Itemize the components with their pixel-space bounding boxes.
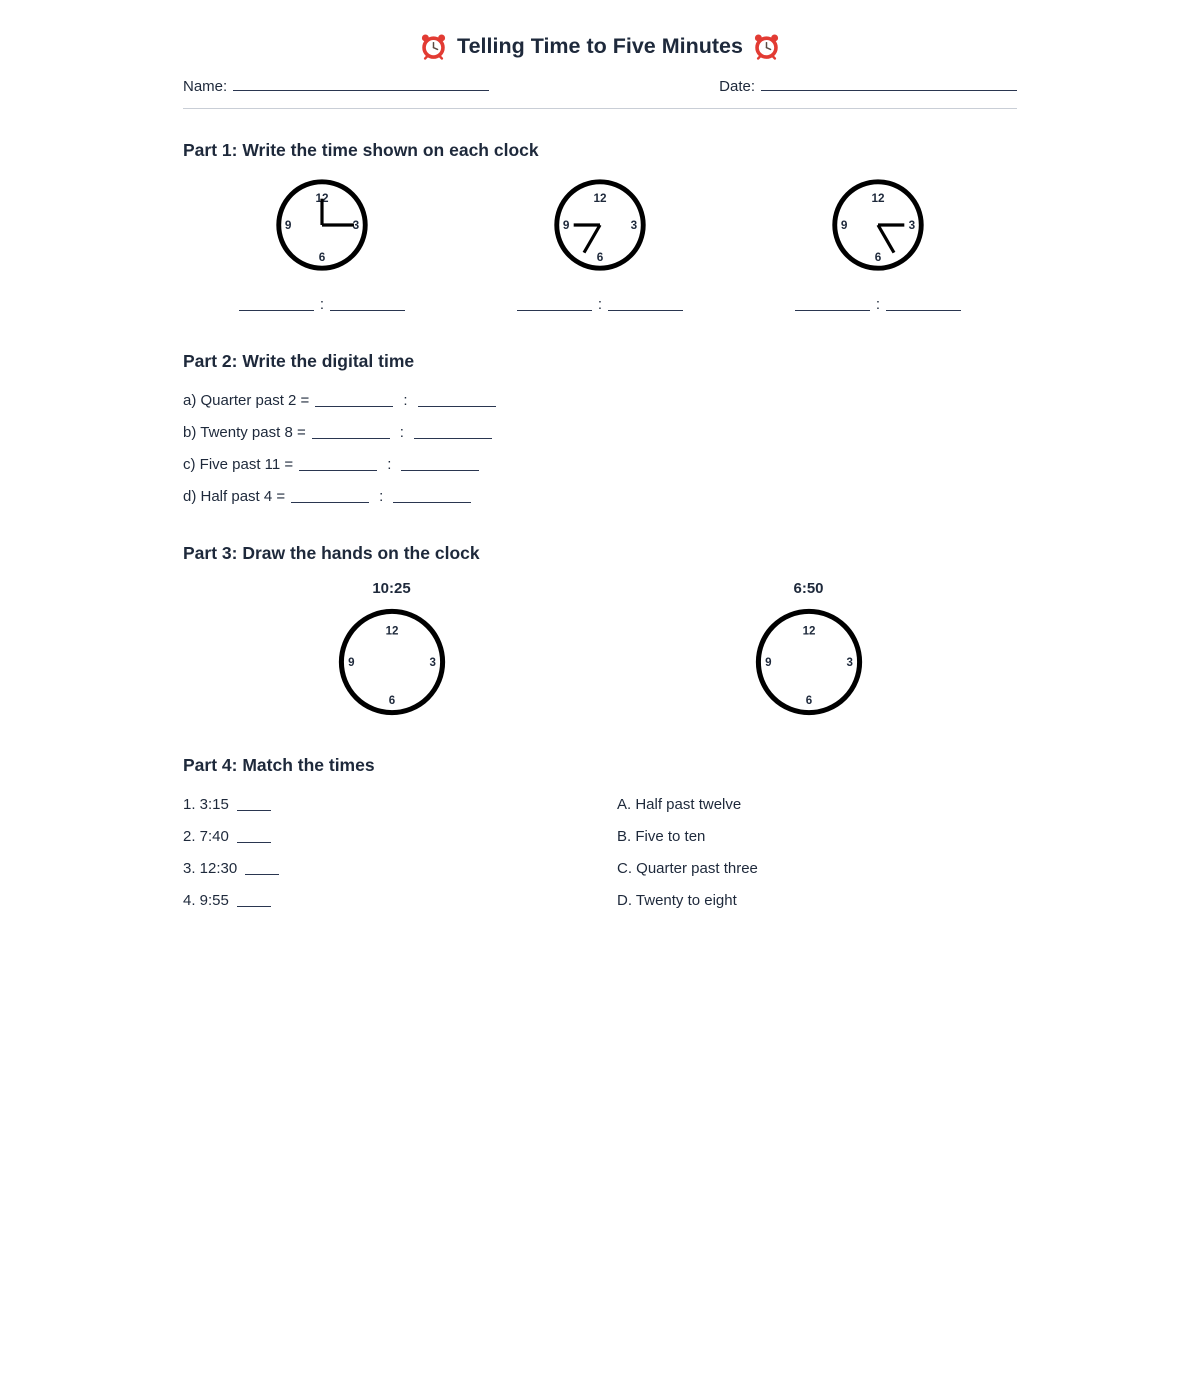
minute-blank-line <box>418 403 496 407</box>
match-left-item <box>183 789 617 821</box>
hour-blank-line <box>312 435 390 439</box>
match-blank-line <box>237 839 271 843</box>
date-field <box>719 78 1017 95</box>
colon-separator: : <box>379 488 384 505</box>
minute-blank-line <box>401 467 479 471</box>
part3-clock-row <box>183 580 1017 717</box>
part1-answer-row <box>183 296 1017 313</box>
hour-blank-line <box>517 307 592 311</box>
item-label: b) Twenty past 8 = <box>183 424 306 441</box>
item-label: d) Half past 4 = <box>183 488 286 505</box>
part4-section <box>183 755 1017 917</box>
time-label: 4. 9:55 <box>183 892 229 909</box>
clock-number-9: 9 <box>347 656 355 669</box>
analog-clock <box>553 178 647 272</box>
part2-list <box>183 385 1017 513</box>
clock-number-9: 9 <box>562 219 570 233</box>
alarm-clock-icon <box>420 33 447 60</box>
colon-separator: : <box>875 296 881 313</box>
match-row-4 <box>183 885 1017 917</box>
clock-number-3: 3 <box>428 656 436 669</box>
match-row-2 <box>183 821 1017 853</box>
part4-match-list <box>183 789 1017 917</box>
empty-analog-clock <box>337 607 447 717</box>
item-label: c) Five past 11 = <box>183 456 294 473</box>
clock-number-12: 12 <box>593 191 607 205</box>
name-blank-line <box>233 87 489 91</box>
part3-section <box>183 543 1017 717</box>
target-time-label: 6:50 <box>793 580 824 597</box>
match-blank-line <box>237 807 271 811</box>
item-label: a) Quarter past 2 = <box>183 392 310 409</box>
hour-blank-line <box>315 403 393 407</box>
part3-clock-1 <box>183 580 600 717</box>
match-row-3 <box>183 853 1017 885</box>
time-label: 1. 3:15 <box>183 796 229 813</box>
analog-clock <box>831 178 925 272</box>
title-text: Telling Time to Five Minutes <box>457 34 743 58</box>
clock-number-12: 12 <box>315 191 329 205</box>
clock-number-6: 6 <box>874 251 882 265</box>
colon-separator: : <box>387 456 392 473</box>
date-label: Date: <box>719 78 755 95</box>
clock-number-9: 9 <box>764 656 772 669</box>
part2-heading: Part 2: Write the digital time <box>183 351 415 371</box>
minute-blank-line <box>330 307 405 311</box>
match-left-item <box>183 821 617 853</box>
match-row-1 <box>183 789 1017 821</box>
clock-number-9: 9 <box>284 219 292 233</box>
part1-clock-3 <box>739 178 1017 272</box>
date-blank-line <box>761 87 1017 91</box>
part4-heading: Part 4: Match the times <box>183 755 375 775</box>
header-divider <box>183 108 1017 109</box>
hour-blank-line <box>795 307 870 311</box>
analog-clock <box>275 178 369 272</box>
match-left-item <box>183 885 617 917</box>
colon-separator: : <box>399 424 404 441</box>
part2-section <box>183 351 1017 513</box>
hour-blank-line <box>239 307 314 311</box>
clock-number-3: 3 <box>630 219 638 233</box>
part2-item-a <box>183 385 1017 417</box>
colon-separator: : <box>597 296 603 313</box>
match-right-item: A. Half past twelve <box>617 796 742 813</box>
name-label: Name: <box>183 78 228 95</box>
part3-clock-2 <box>600 580 1017 717</box>
hour-blank-line <box>299 467 377 471</box>
target-time-label: 10:25 <box>372 580 411 597</box>
name-field <box>183 78 489 95</box>
clock-number-12: 12 <box>871 191 885 205</box>
match-right-item: B. Five to ten <box>617 828 706 845</box>
time-answer-blank-3 <box>739 296 1017 313</box>
clock-number-12: 12 <box>802 625 815 638</box>
name-date-row <box>183 78 1017 95</box>
clock-number-9: 9 <box>840 219 848 233</box>
part1-section <box>183 140 1017 313</box>
time-answer-blank-1 <box>183 296 461 313</box>
clock-number-3: 3 <box>908 219 916 233</box>
part1-clock-row <box>183 178 1017 272</box>
minute-blank-line <box>414 435 492 439</box>
time-answer-blank-2 <box>461 296 739 313</box>
part3-heading: Part 3: Draw the hands on the clock <box>183 543 480 563</box>
part1-heading: Part 1: Write the time shown on each clock <box>183 140 539 160</box>
colon-separator: : <box>403 392 408 409</box>
part2-item-d <box>183 481 1017 513</box>
clock-number-6: 6 <box>318 251 326 265</box>
match-blank-line <box>237 903 271 907</box>
clock-number-6: 6 <box>596 251 604 265</box>
match-blank-line <box>245 871 279 875</box>
alarm-clock-icon <box>753 33 780 60</box>
empty-analog-clock <box>754 607 864 717</box>
worksheet-page <box>183 0 1017 917</box>
hour-blank-line <box>291 499 369 503</box>
part1-clock-2 <box>461 178 739 272</box>
match-right-item: D. Twenty to eight <box>617 892 737 909</box>
clock-number-6: 6 <box>805 694 812 707</box>
time-label: 2. 7:40 <box>183 828 229 845</box>
time-label: 3. 12:30 <box>183 860 238 877</box>
clock-number-6: 6 <box>388 694 395 707</box>
minute-blank-line <box>608 307 683 311</box>
clock-number-3: 3 <box>845 656 853 669</box>
match-left-item <box>183 853 617 885</box>
page-title <box>183 0 1017 60</box>
colon-separator: : <box>319 296 325 313</box>
part2-item-c <box>183 449 1017 481</box>
clock-number-3: 3 <box>352 219 360 233</box>
clock-number-12: 12 <box>385 625 398 638</box>
part1-clock-1 <box>183 178 461 272</box>
part2-item-b <box>183 417 1017 449</box>
match-right-item: C. Quarter past three <box>617 860 758 877</box>
minute-blank-line <box>393 499 471 503</box>
minute-blank-line <box>886 307 961 311</box>
